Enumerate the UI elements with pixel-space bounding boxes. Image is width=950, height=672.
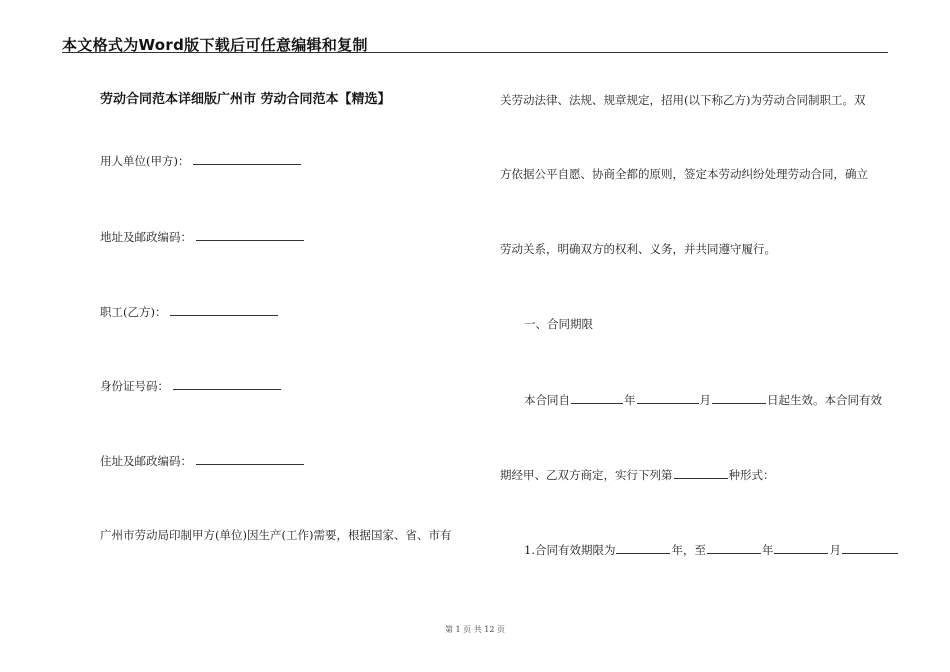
employer-blank[interactable] (193, 153, 301, 165)
employee-blank[interactable] (170, 304, 278, 316)
address-blank[interactable] (196, 229, 304, 241)
term2-suffix: 种形式： (728, 468, 775, 482)
id-number-label: 身份证号码： (100, 379, 169, 393)
start-year-blank[interactable] (571, 392, 623, 404)
page-footer: 第 1 页 共 12 页 (445, 625, 505, 634)
form-number-blank[interactable] (674, 467, 728, 479)
term-year: 年 (624, 393, 636, 407)
intro-line-2: 方依据公平自愿、协商全都的原则，签定本劳动纠纷处理劳动合同，确立 (500, 167, 868, 181)
end-year-blank[interactable] (707, 542, 761, 554)
duration-years-blank[interactable] (616, 542, 670, 554)
id-number-blank[interactable] (173, 378, 281, 390)
residence-blank[interactable] (196, 453, 304, 465)
paragraph-line: 广州市劳动局印制甲方(单位)因生产(工作)需要，根据国家、省、市有 (100, 528, 452, 542)
term-line (524, 392, 882, 407)
document-title: 劳动合同范本详细版广州市 劳动合同范本【精选】 (100, 92, 391, 107)
page-header (62, 30, 888, 53)
residence-label: 住址及邮政编码： (100, 454, 192, 468)
intro-line-3: 劳动关系，明确双方的权利、义务，并共同遵守履行。 (500, 242, 776, 256)
address-field (100, 229, 304, 244)
id-number-field (100, 378, 281, 393)
employee-field (100, 304, 278, 319)
option-1-line (524, 542, 899, 557)
option1-year1: 年，至 (671, 543, 706, 557)
start-day-blank[interactable] (712, 392, 766, 404)
option1-year2: 年 (761, 543, 774, 557)
term-suffix: 日起生效。本合同有效 (767, 393, 882, 407)
residence-field (100, 453, 304, 468)
term2-prefix: 期经甲、乙双方商定，实行下列第 (500, 468, 673, 482)
intro-line-1: 关劳动法律、法规、规章规定，招用(以下称乙方)为劳动合同制职工。双 (500, 93, 866, 107)
term-month: 月 (699, 393, 711, 407)
header-text: 本文格式为Word版下载后可任意编辑和复制 (62, 36, 368, 54)
address-label: 地址及邮政编码： (100, 230, 192, 244)
option1-month: 月 (829, 543, 841, 557)
option1-prefix: 1.合同有效期限为 (524, 543, 616, 557)
term-line-2 (500, 467, 775, 482)
section-heading: 一、合同期限 (524, 317, 593, 331)
employer-label: 用人单位(甲方)： (100, 154, 190, 168)
employee-label: 职工(乙方)： (100, 305, 167, 319)
end-month-blank[interactable] (774, 542, 828, 554)
start-month-blank[interactable] (637, 392, 699, 404)
term-prefix: 本合同自 (524, 393, 570, 407)
employer-field (100, 153, 301, 168)
end-day-blank[interactable] (842, 542, 898, 554)
